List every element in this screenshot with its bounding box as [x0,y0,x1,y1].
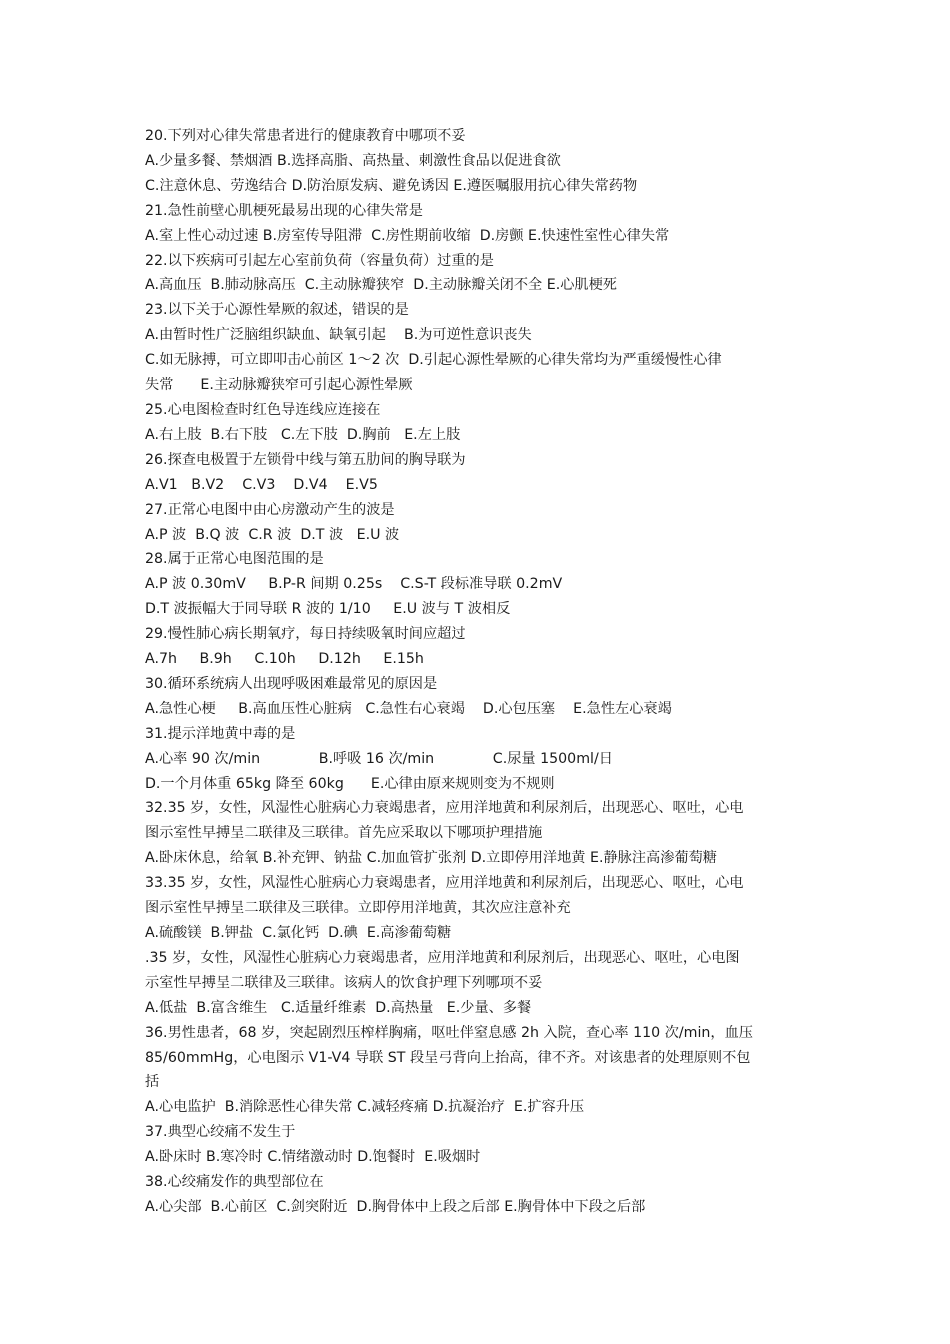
text-line: A.心率 90 次/min B.呼吸 16 次/min C.尿量 1500ml/日 [145,750,613,767]
text-line: 37.典型心绞痛不发生于 [145,1124,296,1141]
text-line: 图示室性早搏呈二联律及三联律。首先应采取以下哪项护理措施 [145,825,543,842]
text-line: 图示室性早搏呈二联律及三联律。立即停用洋地黄，其次应注意补充 [145,900,571,917]
text-line: 21.急性前壁心肌梗死最易出现的心律失常是 [145,202,423,219]
text-line: .35 岁，女性，风湿性心脏病心力衰竭患者，应用洋地黄和利尿剂后，出现恶心、呕吐，心电图 [145,949,740,966]
text-line: 示室性早搏呈二联律及三联律。该病人的饮食护理下列哪项不妥 [145,974,543,991]
text-line: 20.下列对心律失常患者进行的健康教育中哪项不妥 [145,128,466,144]
text-line: A.硫酸镁 B.钾盐 C.氯化钙 D.碘 E.高渗葡萄糖 [145,925,452,941]
text-line: 26.探查电极置于左锁骨中线与第五肋间的胸导联为 [145,451,466,468]
text-line: 27.正常心电图中由心房激动产生的波是 [145,501,395,518]
text-line: A.由暂时性广泛脑组织缺血、缺氧引起 B.为可逆性意识丧失 [145,327,532,344]
text-line: C.注意休息、劳逸结合 D.防治原发病、避免诱因 E.遵医嘱服用抗心律失常药物 [145,177,638,194]
text-line: A.P 波 B.Q 波 C.R 波 D.T 波 E.U 波 [145,526,400,543]
text-line: 36.男性患者，68 岁，突起剧烈压榨样胸痛，呕吐伴窒息感 2h 入院，查心率 110 次/min，血压 [145,1024,753,1041]
text-line: 失常 E.主动脉瓣狭窄可引起心源性晕厥 [145,377,413,394]
text-line: 23.以下关于心源性晕厥的叙述，错误的是 [145,302,409,319]
text-line: A.7h B.9h C.10h D.12h E.15h [145,651,424,668]
text-line: A.心尖部 B.心前区 C.剑突附近 D.胸骨体中上段之后部 E.胸骨体中下段之后部 [145,1198,646,1215]
text-line: A.高血压 B.肺动脉高压 C.主动脉瓣狭窄 D.主动脉瓣关闭不全 E.心肌梗死 [145,277,617,294]
text-line: C.如无脉搏，可立即叩击心前区 1～2 次 D.引起心源性晕厥的心律失常均为严重缓慢性心律 [145,352,722,369]
text-line: 30.循环系统病人出现呼吸困难最常见的原因是 [145,675,438,692]
text-line: D.T 波振幅大于同导联 R 波的 1/10 E.U 波与 T 波相反 [145,601,511,618]
text-line: A.卧床休息，给氧 B.补充钾、钠盐 C.加血管扩张剂 D.立即停用洋地黄 E.静脉注高渗葡萄糖 [145,850,717,867]
text-line: A.少量多餐、禁烟酒 B.选择高脂、高热量、刺激性食品以促进食欲 [145,152,561,169]
text-line: A.急性心梗 B.高血压性心脏病 C.急性右心衰竭 D.心包压塞 E.急性左心衰竭 [145,700,672,717]
text-line: 括 [145,1074,160,1091]
text-line: A.卧床时 B.寒冷时 C.情绪激动时 D.饱餐时 E.吸烟时 [145,1149,481,1166]
text-line: A.低盐 B.富含维生 C.适量纤维素 D.高热量 E.少量、多餐 [145,999,532,1016]
text-line: A.P 波 0.30mV B.P-R 间期 0.25s C.S-T 段标准导联 0.2mV [145,576,563,593]
text-line: A.右上肢 B.右下肢 C.左下肢 D.胸前 E.左上肢 [145,426,461,443]
text-line: 22.以下疾病可引起左心室前负荷（容量负荷）过重的是 [145,252,494,269]
text-line: 33.35 岁，女性，风湿性心脏病心力衰竭患者，应用洋地黄和利尿剂后，出现恶心、呕吐，心电 [145,875,744,892]
text-line: 25.心电图检查时红色导连线应连接在 [145,401,381,418]
text-line: A.室上性心动过速 B.房室传导阻滞 C.房性期前收缩 D.房颤 E.快速性室性心律失常 [145,227,670,244]
text-line: 31.提示洋地黄中毒的是 [145,725,296,742]
document-body [145,124,810,1220]
text-line: A.心电监护 B.消除恶性心律失常 C.减轻疼痛 D.抗凝治疗 E.扩容升压 [145,1099,585,1116]
text-line: 85/60mmHg，心电图示 V1-V4 导联 ST 段呈弓背向上抬高，律不齐。对该患者的处理原则不包 [145,1049,751,1066]
text-line: A.V1 B.V2 C.V3 D.V4 E.V5 [145,476,378,493]
text-line: 29.慢性肺心病长期氧疗，每日持续吸氧时间应超过 [145,626,466,643]
text-line: D.一个月体重 65kg 降至 60kg E.心律由原来规则变为不规则 [145,775,555,792]
text-line: 38.心绞痛发作的典型部位在 [145,1174,324,1191]
text-line: 28.属于正常心电图范围的是 [145,551,324,568]
text-line: 32.35 岁，女性，风湿性心脏病心力衰竭患者，应用洋地黄和利尿剂后，出现恶心、呕吐，心电 [145,800,744,817]
